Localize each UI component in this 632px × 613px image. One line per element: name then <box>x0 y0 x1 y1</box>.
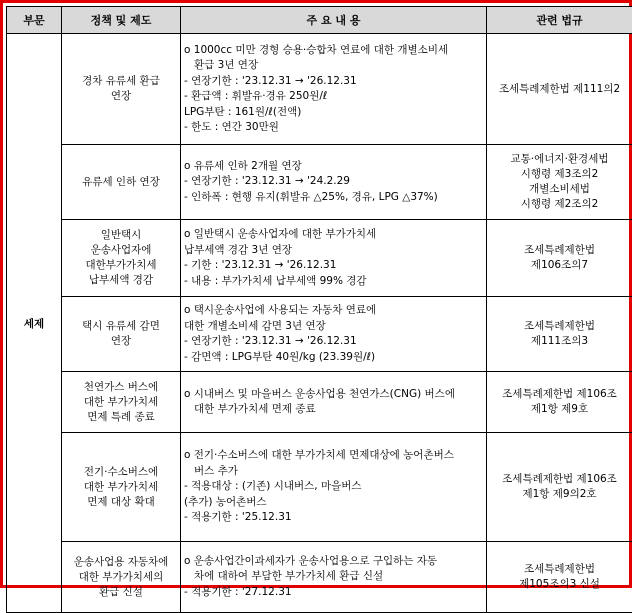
content-line: o 운송사업간이과세자가 운송사업용으로 구입하는 자동 <box>184 554 483 570</box>
law-line: 교통·에너지·환경세법 <box>490 152 629 167</box>
law-line: 조세특례제한법 <box>490 319 629 334</box>
content-line: (추가) 농어촌버스 <box>184 495 483 511</box>
table-row <box>7 372 632 433</box>
content-line: 버스 추가 <box>184 464 483 480</box>
content-line: o 1000cc 미만 경형 승용·승합차 연료에 대한 개별소비세 <box>184 43 483 59</box>
content-line: - 연장기한 : '23.12.31 → '24.2.29 <box>184 174 483 190</box>
law-line: 제106조의7 <box>490 258 629 273</box>
table-row <box>7 433 632 542</box>
table-row <box>7 297 632 372</box>
policy-cell <box>62 542 181 613</box>
content-line: - 연장기한 : '23.12.31 → '26.12.31 <box>184 334 483 350</box>
policy-line: 면제 대상 확대 <box>65 495 177 510</box>
content-line: LPG부탄 : 161원/ℓ(전액) <box>184 105 483 121</box>
table-row <box>7 34 632 145</box>
law-cell <box>487 34 632 145</box>
law-cell <box>487 372 632 433</box>
policy-line: 대한 부가가치세의 <box>65 570 177 585</box>
law-line: 조세특례제한법 제111의2 <box>490 82 629 97</box>
policy-line: 일반택시 <box>65 228 177 243</box>
content-line: - 내용 : 부가가치세 납부세액 99% 경감 <box>184 274 483 290</box>
header-category: 부문 <box>7 7 62 34</box>
content-line: o 택시운송사업에 사용되는 자동차 연료에 <box>184 303 483 319</box>
content-line: 대한 개별소비세 감면 3년 연장 <box>184 319 483 335</box>
content-line: 대한 부가가치세 면제 종료 <box>184 402 483 418</box>
header-policy: 정책 및 제도 <box>62 7 181 34</box>
content-line: o 전기·수소버스에 대한 부가가치세 면제대상에 농어촌버스 <box>184 448 483 464</box>
content-line: - 적용기한 : '27.12.31 <box>184 585 483 601</box>
content-line: 차에 대하여 부담한 부가가치세 환급 신설 <box>184 569 483 585</box>
table-row <box>7 542 632 613</box>
law-line: 시행령 제3조의2 <box>490 167 629 182</box>
content-line: - 인하폭 : 현행 유지(휘발유 △25%, 경유, LPG △37%) <box>184 190 483 206</box>
law-line: 조세특례제한법 제106조 <box>490 387 629 402</box>
content-line: o 일반택시 운송사업자에 대한 부가가치세 <box>184 227 483 243</box>
policy-cell <box>62 220 181 297</box>
table-row <box>7 145 632 220</box>
content-cell <box>181 34 487 145</box>
law-line: 제1항 제9의2호 <box>490 487 629 502</box>
content-line: - 적용기한 : '25.12.31 <box>184 510 483 526</box>
policy-cell <box>62 145 181 220</box>
header-content: 주 요 내 용 <box>181 7 487 34</box>
header-row <box>7 7 632 34</box>
content-line: - 감면액 : LPG부탄 40원/kg (23.39원/ℓ) <box>184 350 483 366</box>
policy-cell <box>62 297 181 372</box>
law-cell <box>487 542 632 613</box>
policy-line: 택시 유류세 감면 <box>65 319 177 334</box>
content-line: 환급 3년 연장 <box>184 58 483 74</box>
law-line: 조세특례제한법 제106조 <box>490 472 629 487</box>
law-cell <box>487 145 632 220</box>
law-line: 개별소비세법 <box>490 182 629 197</box>
policy-line: 운송사업용 자동차에 <box>65 555 177 570</box>
policy-line: 경차 유류세 환급 <box>65 74 177 89</box>
law-line: 제105조의3 신설 <box>490 577 629 592</box>
category-cell: 세제 <box>7 34 62 613</box>
header-law: 관련 법규 <box>487 7 632 34</box>
policy-cell <box>62 34 181 145</box>
content-line: o 시내버스 및 마을버스 운송사업용 천연가스(CNG) 버스에 <box>184 387 483 403</box>
content-cell <box>181 433 487 542</box>
law-cell <box>487 220 632 297</box>
law-line: 시행령 제2조의2 <box>490 197 629 212</box>
policy-line: 환급 신설 <box>65 585 177 600</box>
content-cell <box>181 297 487 372</box>
policy-line: 대한부가가치세 <box>65 258 177 273</box>
policy-line: 면제 특례 종료 <box>65 410 177 425</box>
policy-line: 대한 부가가치세 <box>65 395 177 410</box>
table-row <box>7 220 632 297</box>
policy-line: 운송사업자에 <box>65 243 177 258</box>
law-line: 조세특례제한법 <box>490 562 629 577</box>
policy-line: 납부세액 경감 <box>65 273 177 288</box>
policy-line: 연장 <box>65 89 177 104</box>
content-line: - 한도 : 연간 30만원 <box>184 120 483 136</box>
content-line: 납부세액 경감 3년 연장 <box>184 243 483 259</box>
policy-table <box>6 6 632 613</box>
policy-line: 대한 부가가치세 <box>65 480 177 495</box>
content-cell <box>181 220 487 297</box>
law-cell <box>487 297 632 372</box>
content-cell <box>181 372 487 433</box>
law-line: 조세특례제한법 <box>490 243 629 258</box>
law-line: 제111조의3 <box>490 334 629 349</box>
content-line: - 환급액 : 휘발유·경유 250원/ℓ <box>184 89 483 105</box>
policy-line: 천연가스 버스에 <box>65 380 177 395</box>
content-cell <box>181 145 487 220</box>
policy-cell <box>62 433 181 542</box>
content-line: - 연장기한 : '23.12.31 → '26.12.31 <box>184 74 483 90</box>
law-line: 제1항 제9호 <box>490 402 629 417</box>
content-line: o 유류세 인하 2개월 연장 <box>184 159 483 175</box>
policy-line: 유류세 인하 연장 <box>65 175 177 190</box>
policy-line: 연장 <box>65 334 177 349</box>
policy-cell <box>62 372 181 433</box>
content-cell <box>181 542 487 613</box>
policy-line: 전기·수소버스에 <box>65 465 177 480</box>
content-line: - 적용대상 : (기존) 시내버스, 마을버스 <box>184 479 483 495</box>
law-cell <box>487 433 632 542</box>
content-line: - 기한 : '23.12.31 → '26.12.31 <box>184 258 483 274</box>
